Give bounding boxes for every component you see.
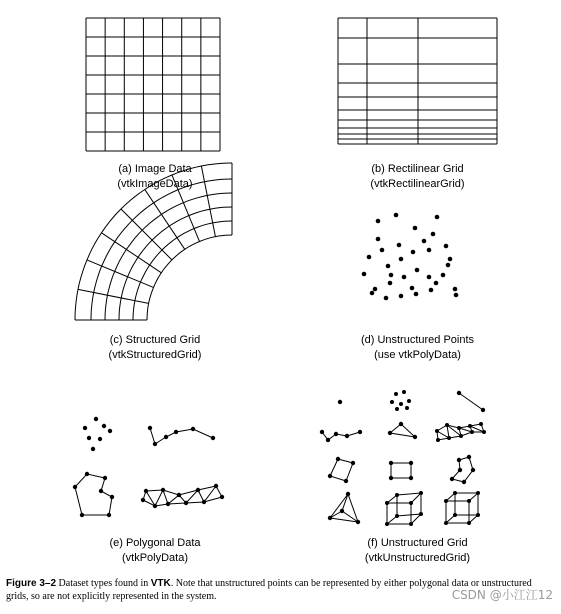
vertex	[334, 432, 338, 436]
vertex	[202, 500, 206, 504]
vertex	[80, 513, 84, 517]
point	[367, 255, 372, 260]
tetra-edge	[348, 494, 358, 522]
point	[411, 250, 416, 255]
vertex	[220, 495, 224, 499]
tetra-edge	[342, 494, 348, 511]
vertex	[413, 435, 417, 439]
point	[389, 273, 394, 278]
vertex	[444, 521, 448, 525]
vertex	[445, 423, 449, 427]
vertex	[388, 431, 392, 435]
point	[435, 215, 440, 220]
point	[373, 287, 378, 292]
vertex	[389, 476, 393, 480]
vertex	[462, 480, 466, 484]
vertex	[161, 488, 165, 492]
vertex	[457, 426, 461, 430]
vertex	[457, 391, 461, 395]
radial-grid-line	[87, 260, 154, 288]
vertex	[395, 514, 399, 518]
vertex	[108, 429, 112, 433]
vertex	[476, 491, 480, 495]
voxel-edge	[411, 493, 421, 503]
vertex	[409, 501, 413, 505]
vertex	[409, 476, 413, 480]
vertex-cell	[338, 400, 342, 404]
point	[454, 293, 459, 298]
vertex	[356, 520, 360, 524]
vertex	[141, 498, 145, 502]
vertex	[385, 522, 389, 526]
figure-label: Figure 3–2	[6, 578, 57, 589]
vertex	[148, 426, 152, 430]
vertex	[214, 484, 218, 488]
poly-vertex-cell	[399, 402, 403, 406]
caption-rectilinear-grid	[330, 162, 505, 192]
vertex	[453, 513, 457, 517]
vertex	[468, 424, 472, 428]
caption-unstructured-points	[325, 333, 510, 363]
vertex	[103, 476, 107, 480]
unstructured-points	[362, 213, 459, 301]
vertex	[344, 479, 348, 483]
caption-structured-grid	[75, 333, 235, 363]
point	[422, 239, 427, 244]
vertex	[459, 434, 463, 438]
image-data-grid	[86, 18, 220, 151]
caption-title: (d) Unstructured Points	[360, 334, 475, 346]
vertex	[450, 477, 454, 481]
caption-title: (c) Structured Grid	[109, 334, 201, 346]
vertex	[419, 512, 423, 516]
poly-vertex-cell	[395, 407, 399, 411]
vertex	[326, 438, 330, 442]
vertex	[110, 495, 114, 499]
caption-image-data	[75, 162, 235, 192]
vertex	[436, 438, 440, 442]
point	[429, 288, 434, 293]
caption-class: (vtkRectilinearGrid)	[370, 178, 465, 190]
vertex	[87, 436, 91, 440]
caption-title: (f) Unstructured Grid	[367, 537, 468, 549]
vertex	[196, 488, 200, 492]
watermark: CSDN @小江江12	[451, 588, 553, 602]
vertex	[351, 461, 355, 465]
vertex	[85, 472, 89, 476]
vertex	[102, 424, 106, 428]
vertex	[184, 501, 188, 505]
vertex	[83, 426, 87, 430]
radial-grid-line	[145, 189, 185, 249]
figure-text-before: Dataset types found in	[56, 578, 151, 589]
vertex	[470, 430, 474, 434]
point	[414, 292, 419, 297]
point	[376, 219, 381, 224]
point	[399, 294, 404, 299]
point	[410, 286, 415, 291]
vertex	[447, 436, 451, 440]
vertex	[471, 468, 475, 472]
vertex	[107, 513, 111, 517]
radial-grid-line	[78, 289, 149, 303]
vertex	[476, 513, 480, 517]
point	[370, 291, 375, 296]
polyline	[150, 428, 213, 444]
vertex	[94, 417, 98, 421]
point	[431, 232, 436, 237]
caption-class: (vtkUnstructuredGrid)	[364, 552, 471, 564]
caption-title: (b) Rectilinear Grid	[371, 163, 464, 175]
poly-vertex-cell	[390, 400, 394, 404]
vertex	[345, 434, 349, 438]
triangle-strip-edge	[146, 486, 216, 495]
vertex	[336, 457, 340, 461]
vertex	[73, 485, 77, 489]
vertex	[98, 437, 102, 441]
point	[402, 275, 407, 280]
vertex	[91, 447, 95, 451]
caption-title: (e) Polygonal Data	[109, 537, 201, 549]
point	[399, 257, 404, 262]
vertex	[166, 502, 170, 506]
vertex	[153, 504, 157, 508]
point	[446, 263, 451, 268]
point	[441, 273, 446, 278]
caption-class: (vtkStructuredGrid)	[108, 349, 202, 361]
poly-vertex-cell	[394, 392, 398, 396]
caption-title: (a) Image Data	[118, 163, 192, 175]
point	[376, 237, 381, 242]
vertex	[467, 499, 471, 503]
point	[386, 264, 391, 269]
vertex	[458, 468, 462, 472]
point	[448, 257, 453, 262]
point	[427, 248, 432, 253]
vertex	[328, 474, 332, 478]
pixel-cell	[391, 463, 411, 478]
vertex	[409, 522, 413, 526]
vertex	[164, 435, 168, 439]
point	[362, 272, 367, 277]
vertex	[358, 430, 362, 434]
caption-class: (vtkPolyData)	[121, 552, 189, 564]
vertex	[457, 458, 461, 462]
point	[380, 248, 385, 253]
point	[427, 275, 432, 280]
vertex	[320, 430, 324, 434]
polygon	[75, 474, 112, 515]
point	[434, 281, 439, 286]
point	[413, 226, 418, 231]
radial-grid-line	[121, 209, 172, 260]
polygonal-data	[73, 417, 224, 517]
figure-text-after: . Note that unstructured points can be represented by either polygonal data or unstructured grids, so are not explicitly represented in the system.	[6, 578, 532, 602]
voxel-edge	[411, 514, 421, 524]
vertex	[177, 493, 181, 497]
point	[384, 296, 389, 301]
vertex	[328, 516, 332, 520]
polygon-cell	[452, 457, 473, 482]
vertex	[346, 492, 350, 496]
vertex	[479, 422, 483, 426]
tetra-edge	[330, 494, 348, 518]
poly-vertex-cell	[407, 399, 411, 403]
caption-unstructured-grid	[325, 536, 510, 566]
line-cell	[459, 393, 483, 410]
vertex	[467, 455, 471, 459]
vertex	[153, 442, 157, 446]
caption-class: (vtkImageData)	[117, 178, 193, 190]
point	[388, 281, 393, 286]
point	[415, 268, 420, 273]
vertex	[340, 509, 344, 513]
vertex	[385, 501, 389, 505]
vertex	[99, 489, 103, 493]
caption-polygonal-data	[75, 536, 235, 566]
caption-class: (use vtkPolyData)	[374, 349, 461, 361]
vertex	[191, 427, 195, 431]
radial-grid-line	[101, 233, 161, 273]
poly-vertex-cell	[405, 406, 409, 410]
point	[394, 213, 399, 218]
vertex	[481, 408, 485, 412]
quad-cell	[330, 459, 353, 481]
vertex	[444, 499, 448, 503]
unstructured-grid	[320, 390, 486, 526]
vertex	[389, 461, 393, 465]
vertex	[211, 436, 215, 440]
vertex	[174, 430, 178, 434]
vertex	[395, 493, 399, 497]
point	[397, 243, 402, 248]
vertex	[409, 461, 413, 465]
vertex	[419, 491, 423, 495]
vertex	[482, 430, 486, 434]
poly-vertex-cell	[402, 390, 406, 394]
vertex	[467, 521, 471, 525]
vertex	[453, 491, 457, 495]
point	[444, 244, 449, 249]
rectilinear-grid	[338, 18, 497, 144]
triangle-cell	[390, 424, 415, 437]
figure-emphasis: VTK	[150, 578, 171, 589]
vertex	[144, 489, 148, 493]
vertex	[435, 429, 439, 433]
vertex	[399, 422, 403, 426]
point	[453, 287, 458, 292]
